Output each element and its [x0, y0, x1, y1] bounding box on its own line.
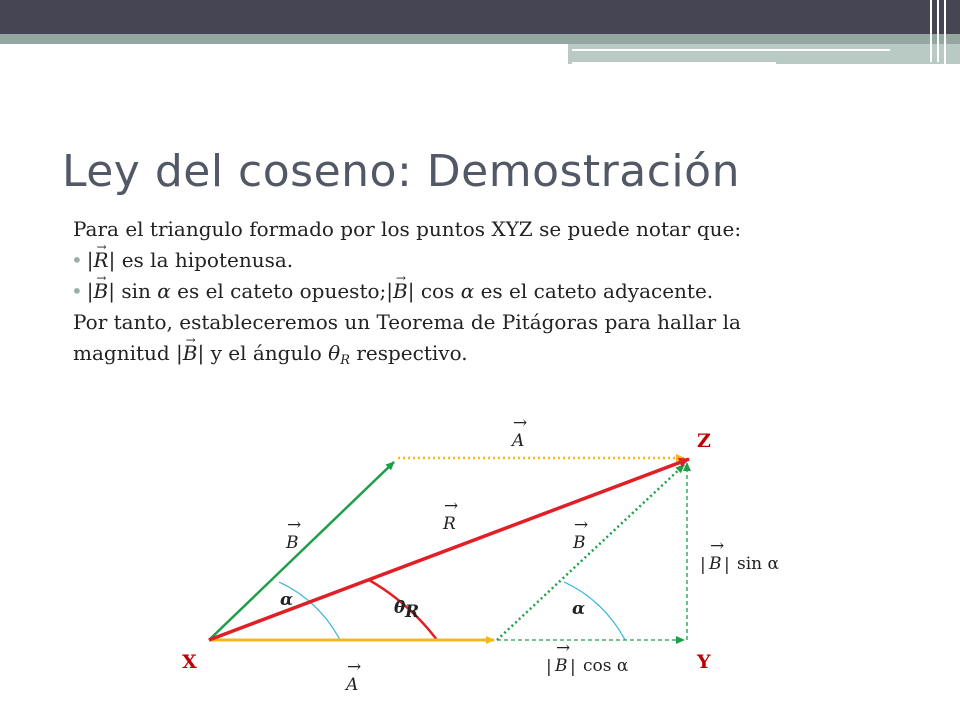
adjacent-vec-label: B: [555, 656, 568, 676]
opposite-vec-label: B: [709, 554, 722, 574]
vector-a-top-label: A: [512, 431, 525, 451]
abs-bar: |: [86, 279, 94, 303]
point-x-label: X: [182, 651, 197, 673]
arrow-accent: →: [710, 536, 725, 556]
bullet-icon: •: [71, 248, 83, 272]
abs-bar: |: [86, 248, 94, 272]
abs-bar: |: [108, 279, 115, 303]
point-y-label: Y: [697, 651, 711, 673]
vector-r-label: R: [443, 514, 456, 534]
cos-text: cos: [414, 279, 461, 303]
abs-bar: |: [407, 279, 415, 303]
arrow-accent: →: [574, 515, 589, 535]
dotted-vector-b: [497, 465, 684, 640]
adjacent-leg-label: cos α: [583, 656, 629, 676]
magnitude-text: magnitud: [73, 341, 177, 365]
point-z-label: Z: [697, 430, 711, 452]
vector-b-right-label: B: [573, 533, 586, 553]
theta-label: θ: [394, 598, 406, 618]
theta-subscript-label: R: [405, 602, 420, 622]
vector-r-symbol: → R: [94, 245, 109, 276]
alpha-left-label: α: [280, 590, 294, 610]
alpha-symbol: α: [157, 279, 171, 303]
abs-bar: |: [108, 248, 116, 272]
abs-bar: |: [724, 555, 730, 575]
angle-text: y el ángulo: [204, 341, 329, 365]
arrow-accent: →: [287, 515, 302, 535]
arrow-accent: →: [513, 413, 528, 433]
abs-bar: |: [197, 341, 205, 365]
abs-bar: |: [570, 657, 576, 677]
vector-b-symbol: → B: [393, 276, 408, 307]
vector-b-symbol: → B: [183, 338, 198, 369]
alpha-right-label: α: [572, 599, 586, 619]
vector-b-left-label: B: [286, 533, 299, 553]
abs-bar: |: [386, 279, 394, 303]
conclusion-line-1: Por tanto, estableceremos un Teorema de Pitágoras para hallar la: [73, 310, 741, 334]
abs-bar: |: [700, 555, 706, 575]
opposite-leg-label: sin α: [737, 554, 779, 574]
intro-text: Para el triangulo formado por los puntos XYZ se puede notar que:: [73, 217, 742, 241]
abs-bar: |: [546, 657, 552, 677]
arrow-accent: →: [347, 657, 362, 677]
alpha-symbol: α: [460, 279, 475, 303]
theta-subscript: R: [340, 353, 350, 368]
vector-b-symbol: → B: [94, 276, 109, 307]
slide-title: Ley del coseno: Demostración: [62, 146, 740, 197]
arrow-accent: →: [556, 638, 571, 658]
abs-bar: |: [176, 341, 183, 365]
vector-a-bottom-label: A: [346, 675, 359, 695]
opposite-text: es el cateto opuesto;: [170, 279, 387, 303]
respective-text: respectivo.: [349, 341, 468, 365]
bullet-hypotenuse-text: es la hipotenusa.: [115, 248, 294, 272]
adjacent-text: es el cateto adyacente.: [474, 279, 714, 303]
arrow-accent: →: [444, 496, 459, 516]
bullet-icon: •: [71, 279, 83, 303]
vector-r: [209, 459, 689, 640]
theta-symbol: θ: [328, 341, 341, 365]
vector-b: [209, 462, 394, 640]
sin-text: sin: [115, 279, 158, 303]
